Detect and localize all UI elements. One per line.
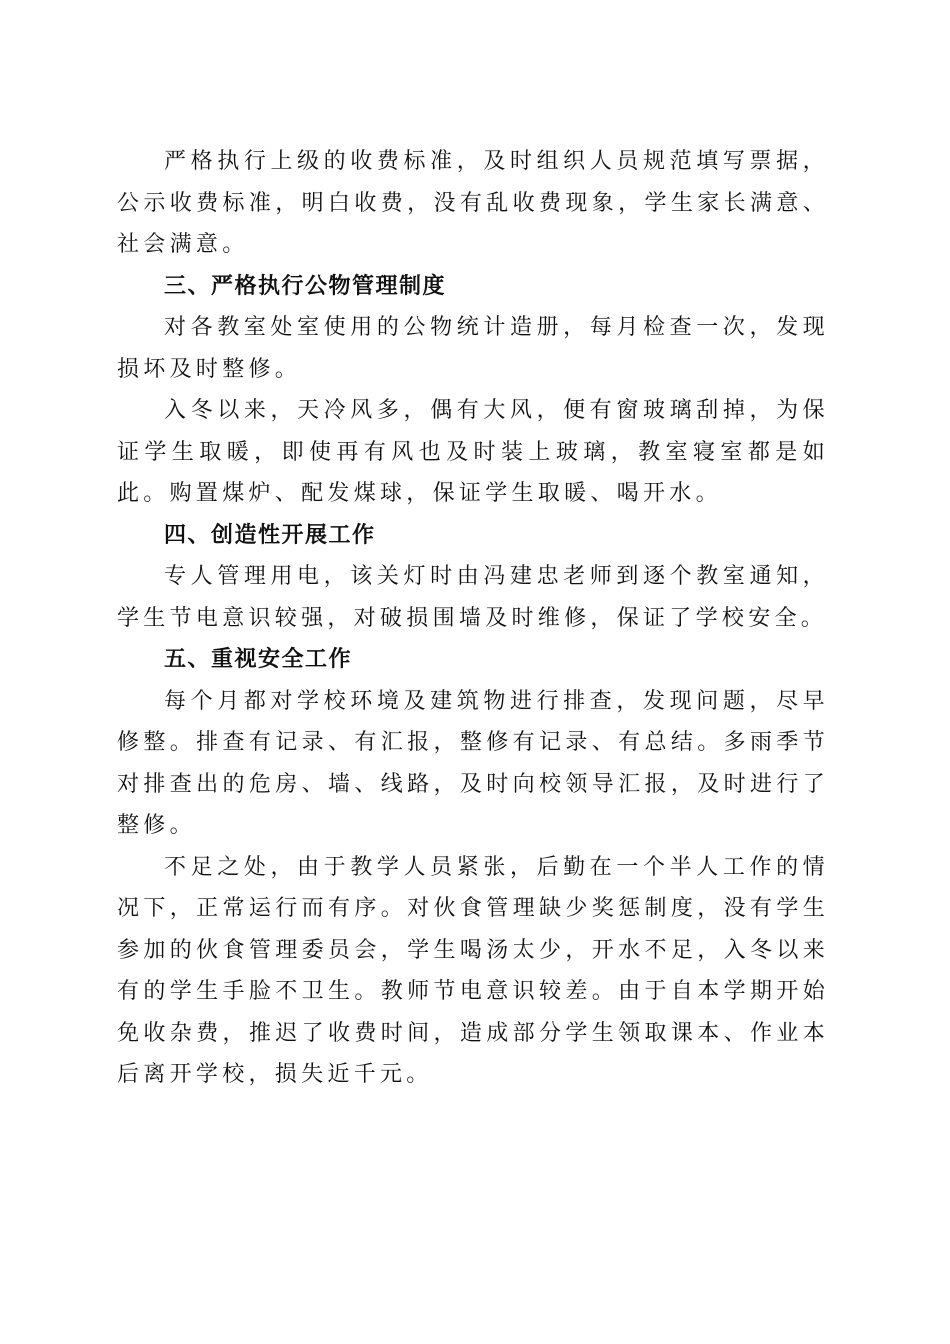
paragraph-safety-checks: 每个月都对学校环境及建筑物进行排查，发现问题，尽早修整。排查有记录、有汇报，整修有记录、有总结。多雨季节对排查出的危房、墙、线路，及时向校领导汇报，及时进行了整修。 [117, 688, 829, 838]
heading-public-property: 三、严格执行公物管理制度 [164, 273, 447, 299]
paragraph-property-inventory: 对各教室处室使用的公物统计造册，每月检查一次，发现损坏及时整修。 [117, 315, 829, 382]
paragraph-fees: 严格执行上级的收费标准，及时组织人员规范填写票据，公示收费标准，明白收费，没有乱收费现象，学生家长满意、社会满意。 [117, 149, 829, 257]
heading-safety: 五、重视安全工作 [164, 647, 353, 672]
paragraph-electricity: 专人管理用电，该关灯时由冯建忠老师到逐个教室通知，学生节电意识较强，对破损围墙及时维修，保证了学校安全。 [117, 564, 829, 631]
document-body [117, 141, 829, 1096]
heading-creative-work: 四、创造性开展工作 [164, 522, 376, 548]
paragraph-winter-heating: 入冬以来，天冷风多，偶有大风，便有窗玻璃刮掉，为保证学生取暖，即使再有风也及时装上玻璃，教室寝室都是如此。购置煤炉、配发煤球，保证学生取暖、喝开水。 [117, 398, 829, 506]
paragraph-shortcomings: 不足之处，由于教学人员紧张，后勤在一个半人工作的情况下，正常运行而有序。对伙食管理缺少奖惩制度，没有学生参加的伙食管理委员会，学生喝汤太少，开水不足，入冬以来有的学生手脸不卫生。教师节电意识较差。由于自本学期开始免收杂费，推迟了收费时间，造成部分学生领取课本、作业本后离开学校，损失近千元。 [117, 854, 829, 1087]
